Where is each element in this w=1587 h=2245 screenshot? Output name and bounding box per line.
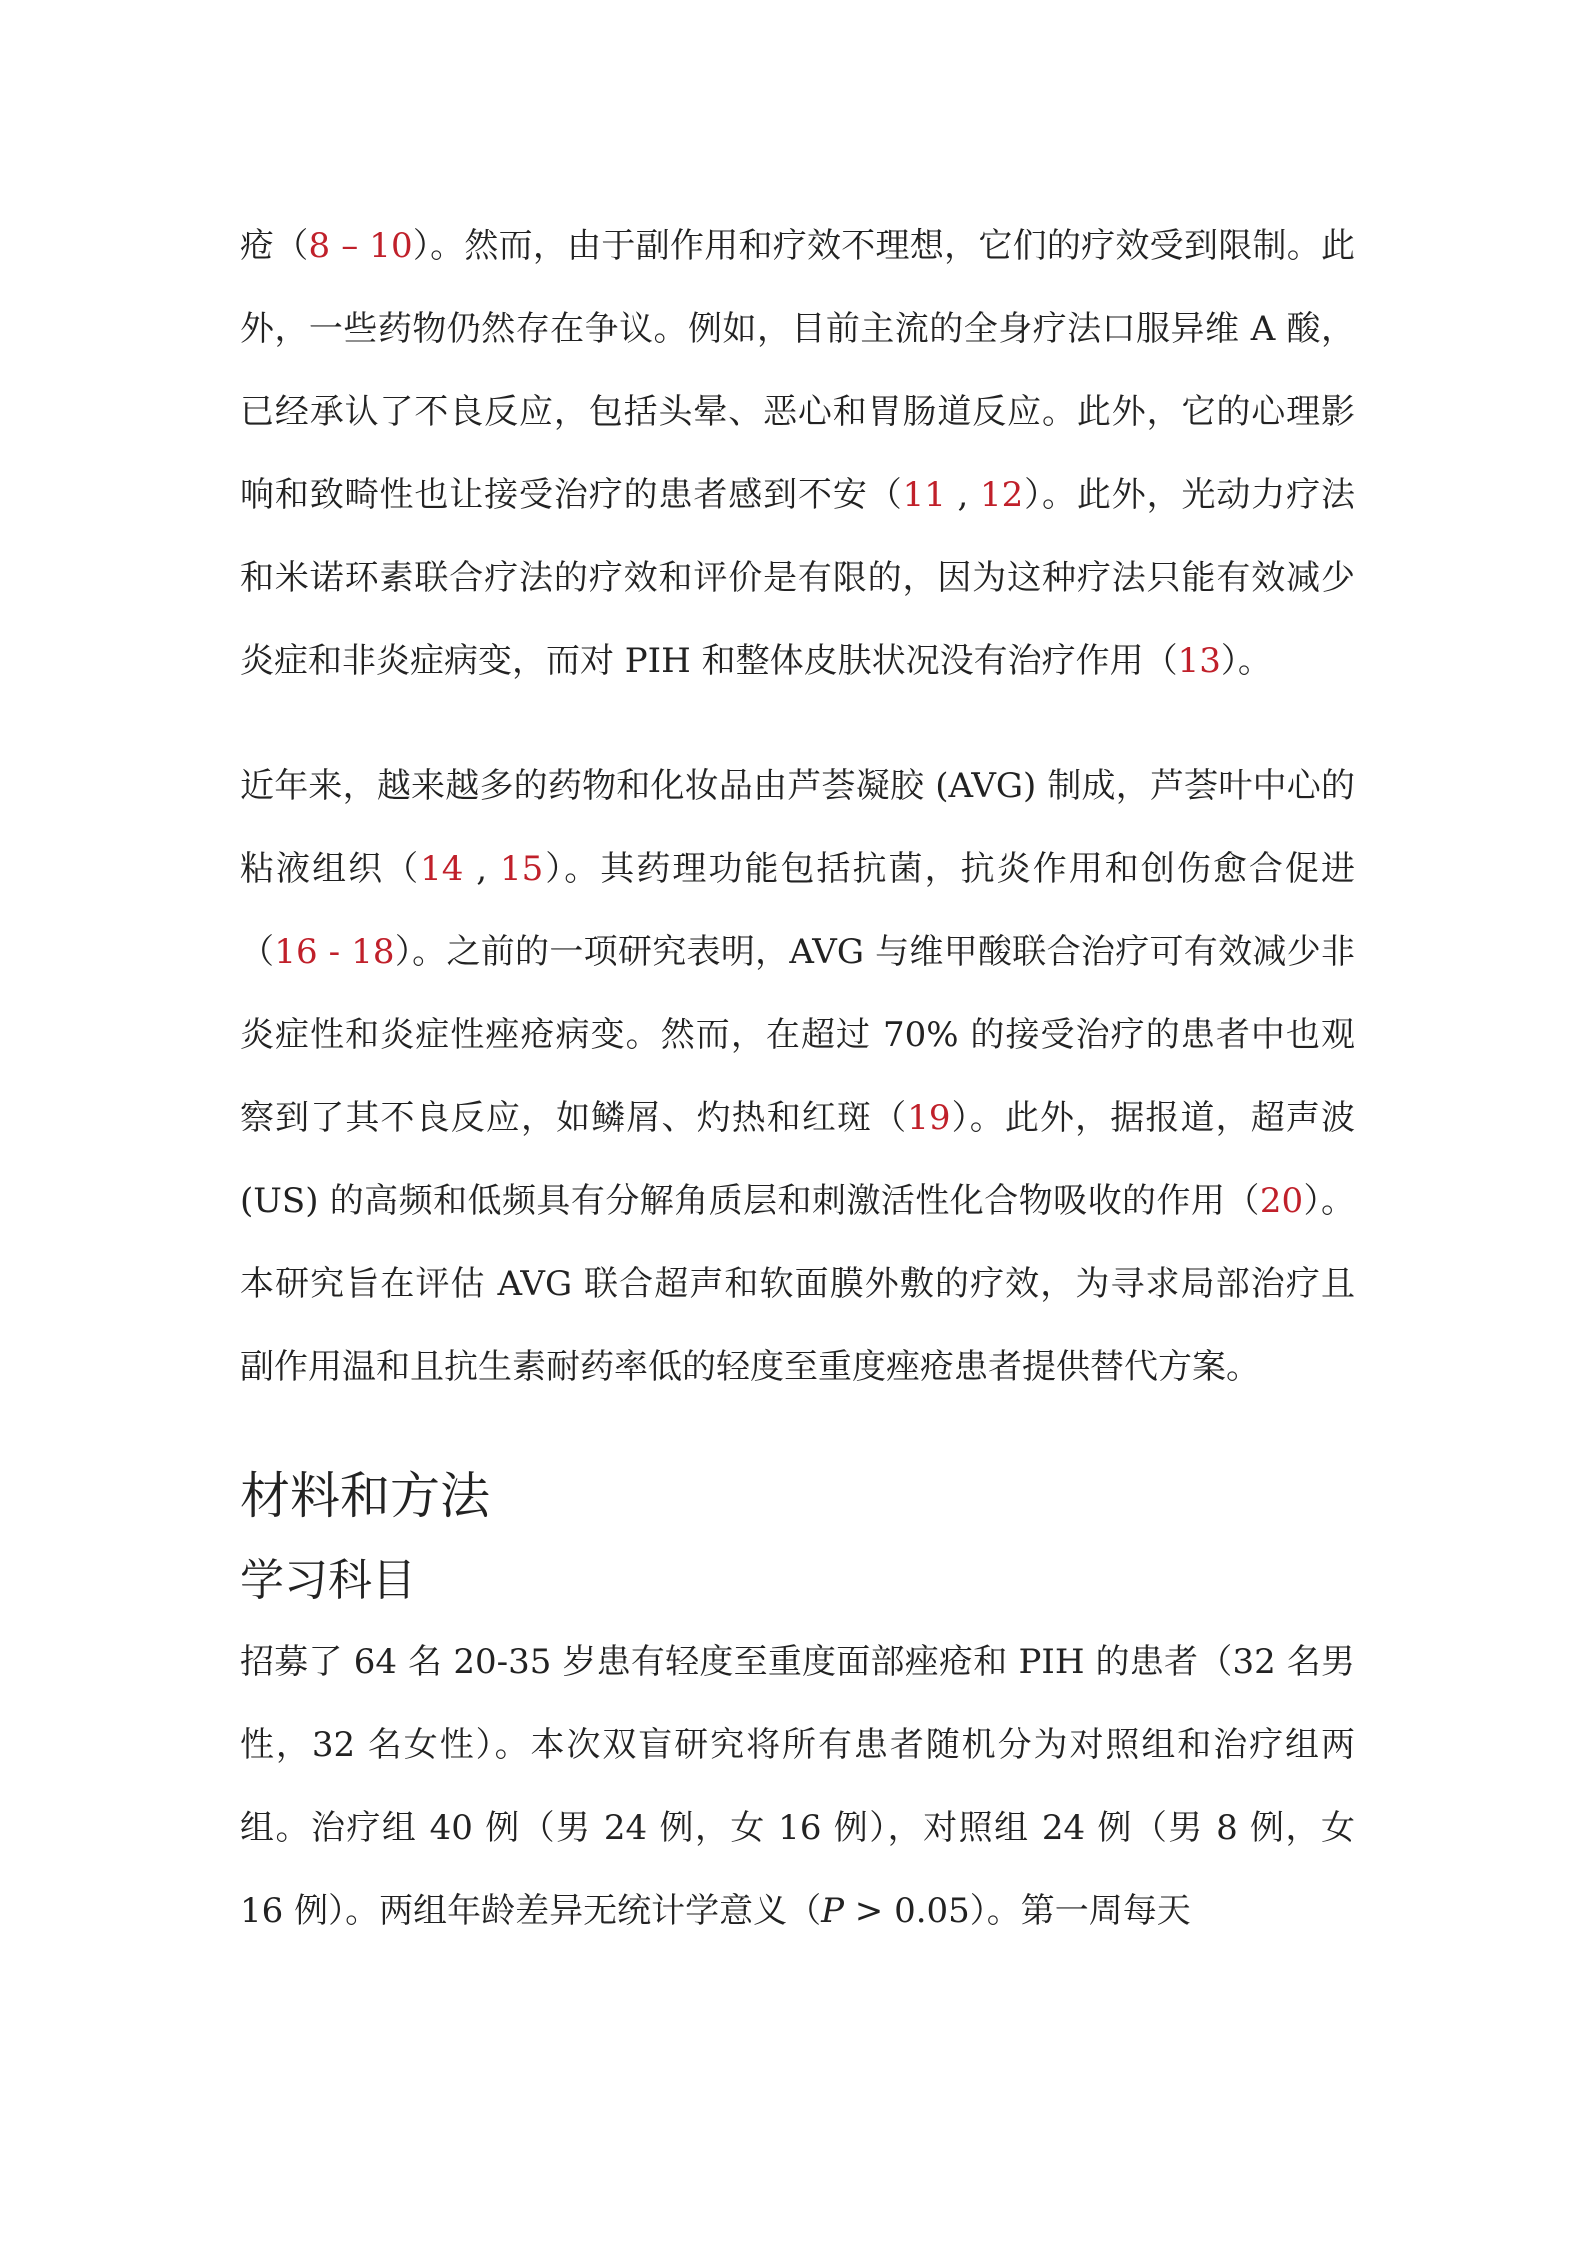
citation-link[interactable]: 14 — [420, 849, 464, 889]
section-heading: 材料和方法 — [240, 1467, 490, 1525]
paragraph-text: ）。此外，据报道，超声波 (US) 的高频和低频具有分解角质层和刺激活性化合物吸收的作用（ — [240, 1098, 1356, 1221]
subsection-heading: 学习科目 — [240, 1555, 416, 1606]
body-paragraph-3 — [240, 1621, 1355, 1953]
paragraph-text: 疮（ — [240, 226, 309, 266]
paragraph-text: ）。之前的一项研究表明，AVG 与维甲酸联合治疗可有效减少非炎症性和炎症性痤疮病变。然而，在超过 70% 的接受治疗的患者中也观察到了其不良反应，如鳞屑、灼热和红斑（ — [240, 932, 1355, 1138]
citation-link[interactable]: 20 — [1259, 1181, 1304, 1221]
citation-link[interactable]: 11 — [902, 475, 946, 515]
citation-link[interactable]: 16 - 18 — [274, 932, 395, 972]
paragraph-text: ）。本研究旨在评估 AVG 联合超声和软面膜外敷的疗效，为寻求局部治疗且副作用温和且抗生素耐药率低的轻度至重度痤疮患者提供替代方案。 — [240, 1181, 1356, 1387]
paragraph-3-text-a: 招募了 64 名 20-35 岁患有轻度至重度面部痤疮和 PIH 的患者（32 名男性，32 名女性）。本次双盲研究将所有患者随机分为对照组和治疗组两组。治疗组 40 例（男 24 例，女 16 例），对照组 24 例（男 8 例，女 16 例）。两组年龄差异无统计学意义（ — [240, 1642, 1355, 1931]
citation-link[interactable]: 12 — [980, 475, 1024, 515]
paragraph-3-text-b: > 0.05）。第一周每天 — [843, 1891, 1191, 1931]
document-page — [240, 205, 1355, 1995]
paragraph-text: ）。 — [1220, 641, 1272, 681]
citation-link[interactable]: 15 — [499, 849, 544, 889]
paragraph-text: 近年来，越来越多的药物和化妆品由芦荟凝胶 (AVG) 制成，芦荟叶中心的粘液组织（ — [240, 766, 1355, 889]
citation-link[interactable]: 19 — [907, 1098, 951, 1138]
body-paragraph-2 — [240, 745, 1355, 1409]
citation-link[interactable]: 8 – 10 — [308, 226, 413, 266]
paragraph-text: ）。此外，光动力疗法和米诺环素联合疗法的疗效和评价是有限的，因为这种疗法只能有效减少炎症和非炎症病变，而对 PIH 和整体皮肤状况没有治疗作用（ — [240, 475, 1356, 681]
body-paragraph-1 — [240, 205, 1355, 703]
citation-link[interactable]: 13 — [1177, 641, 1221, 681]
paragraph-text: , — [945, 475, 981, 515]
paragraph-text: , — [463, 849, 500, 889]
paragraph-text: ）。其药理功能包括抗菌，抗炎作用和创伤愈合促进（ — [240, 849, 1355, 972]
paragraph-text: ）。然而，由于副作用和疗效不理想，它们的疗效受到限制。此外，一些药物仍然存在争议。例如，目前主流的全身疗法口服异维 A 酸，已经承认了不良反应，包括头晕、恶心和胃肠道反应。此外，它的心理影响和致畸性也让接受治疗的患者感到不安（ — [240, 226, 1355, 515]
p-value-symbol: P — [821, 1891, 844, 1931]
